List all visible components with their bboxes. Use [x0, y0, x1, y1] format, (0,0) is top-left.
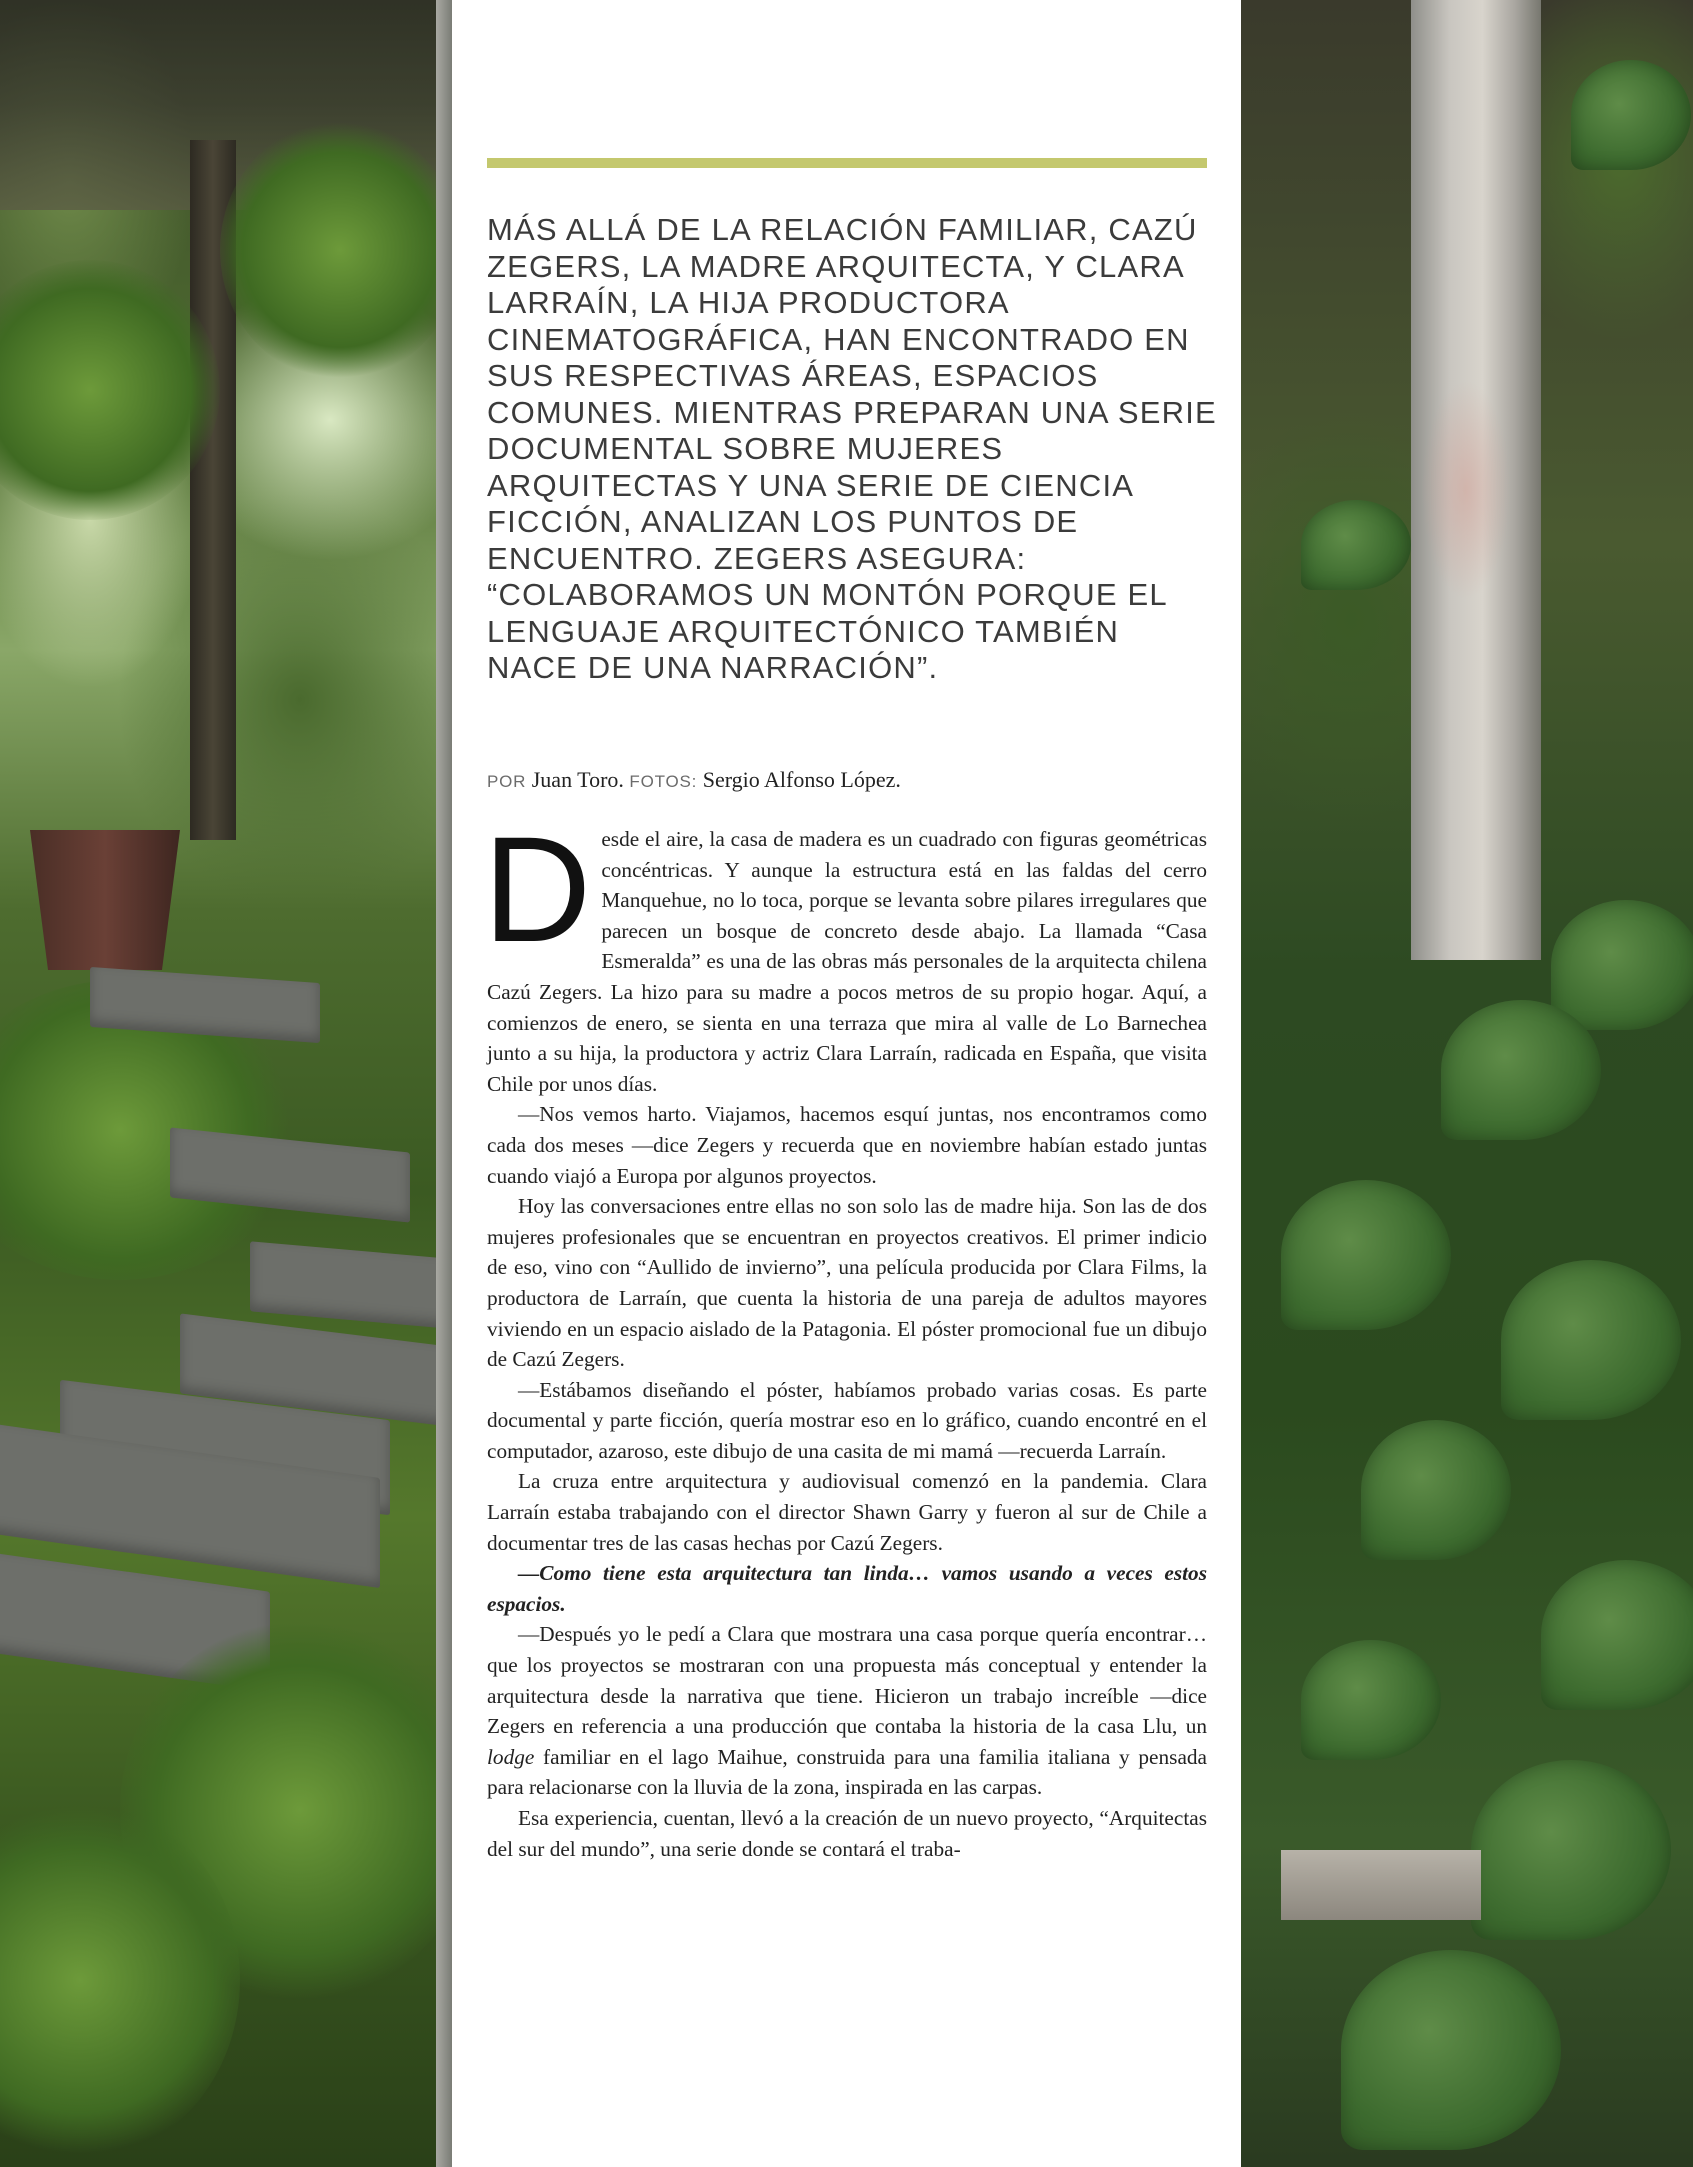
stepping-stone	[250, 1241, 450, 1328]
leaf	[1551, 900, 1693, 1030]
byline-por-label: POR	[487, 772, 527, 791]
leaf	[1541, 1560, 1693, 1710]
leaf	[1471, 1760, 1671, 1940]
garden-bench	[1281, 1850, 1481, 1920]
body-paragraph	[483, 805, 1207, 1099]
leaf	[1571, 60, 1691, 170]
interview-question: —Como tiene esta arquitectura tan linda… vamos usando a veces estos espacios.	[487, 1561, 1207, 1616]
body-paragraph-text: —Después yo le pedí a Clara que mostrara una casa porque quería encontrar… que los proyectos se mostraran con una propuesta más conceptual y entender la arquitectura desde la narrativa que tiene. Hicieron un trabajo increíble —dice Zegers en referencia a una producción que contaba la historia de la casa Llu, un	[487, 1622, 1207, 1739]
leaf	[1501, 1260, 1681, 1420]
body-paragraph	[487, 1619, 1207, 1803]
article-body	[483, 805, 1207, 1864]
accent-rule	[487, 158, 1207, 168]
body-paragraph-text: familiar en el lago Maihue, construida para una familia italiana y pensada para relacionarse con la lluvia de la zona, inspirada en las carpas.	[487, 1744, 1207, 1800]
body-paragraph: —Nos vemos harto. Viajamos, hacemos esquí juntas, nos encontramos como cada dos meses —dice Zegers y recuerda que en noviembre habían estado juntas cuando viajó a Europa por algunos proyectos.	[487, 1102, 1207, 1188]
window-frame	[436, 0, 452, 2167]
leaf	[1301, 1640, 1441, 1760]
body-paragraph: —Estábamos diseñando el póster, habíamos probado varias cosas. Es parte documental y parte ficción, quería mostrar eso en lo gráfico, cuando encontré en el computador, azaroso, este dibujo de una casita de mi mamá —recuerda Larraín.	[487, 1377, 1207, 1463]
leaf	[1301, 500, 1411, 590]
byline-author: Juan Toro.	[531, 767, 624, 792]
article-column	[452, 0, 1241, 2167]
leaf	[1281, 1180, 1451, 1330]
lede-text: MÁS ALLÁ DE LA RELACIÓN FAMILIAR, CAZÚ ZEGERS, LA MADRE ARQUITECTA, Y CLARA LARRAÍN, LA HIJA PRODUCTORA CINEMATOGRÁFICA, HAN ENCONTRADO EN SUS RESPECTIVAS ÁREAS, ESPACIOS COMUNES. MIENTRAS PREPARAN UNA SERIE DOCUMENTAL SOBRE MUJERES ARQUITECTAS Y UNA SERIE DE CIENCIA FICCIÓN, ANALIZAN LOS PUNTOS DE ENCUENTRO. ZEGERS ASEGURA: “COLABORAMOS UN MONTÓN PORQUE EL LENGUAJE ARQUITECTÓNICO TAMBIÉN NACE DE UNA NARRACIÓN”.	[487, 212, 1217, 685]
planter-pot	[30, 830, 180, 970]
body-paragraph-text: esde el aire, la casa de madera es un cuadrado con figuras geométricas concéntricas. Y aunque la estructura está en las faldas del cerro Manquehue, no lo toca, porque se levanta sobre pilares irregulares que parecen un bosque de concreto desde abajo. La llamada “Casa Esmeralda” es una de las obras más personales de la arquitecta chilena Cazú Zegers. La hizo para su madre a pocos metros de su propio hogar. Aquí, a comienzos de enero, se sienta en una terraza que mira al valle de Lo Barnechea junto a su hija, la productora y actriz Clara Larraín, radicada en España, que visita Chile por unos días.	[487, 827, 1207, 1096]
pillar-stain	[1421, 380, 1511, 600]
garden-path-photo	[0, 0, 452, 2167]
byline	[487, 766, 1207, 796]
foliage-patch	[0, 260, 220, 520]
body-paragraph: Hoy las conversaciones entre ellas no son solo las de madre hija. Son las de dos mujeres profesionales que se encuentran en proyectos creativos. El primer indicio de eso, vino con “Aullido de invierno”, una película producida por Clara Films, la productora de Larraín, que cuenta la historia de una pareja de adultos mayores viviendo en un espacio aislado de la Patagonia. El póster promocional fue un dibujo de Cazú Zegers.	[487, 1194, 1207, 1372]
byline-fotos-label: FOTOS:	[629, 772, 698, 791]
leaf	[1441, 1000, 1601, 1140]
column-foliage-photo	[1241, 0, 1693, 2167]
foliage-patch	[220, 120, 452, 380]
byline-photographer: Sergio Alfonso López.	[702, 767, 901, 792]
emphasis-word: lodge	[487, 1744, 535, 1769]
body-paragraph: Esa experiencia, cuentan, llevó a la creación de un nuevo proyecto, “Arquitectas del sur del mundo”, una serie donde se contará el traba-	[487, 1806, 1207, 1861]
leaf	[1341, 1950, 1561, 2150]
drop-cap: D	[483, 805, 592, 973]
body-paragraph: La cruza entre arquitectura y audiovisual comenzó en la pandemia. Clara Larraín estaba trabajando con el director Shawn Garry y fueron al sur de Chile a documentar tres de las casas hechas por Cazú Zegers.	[487, 1469, 1207, 1555]
leaf	[1361, 1420, 1511, 1560]
